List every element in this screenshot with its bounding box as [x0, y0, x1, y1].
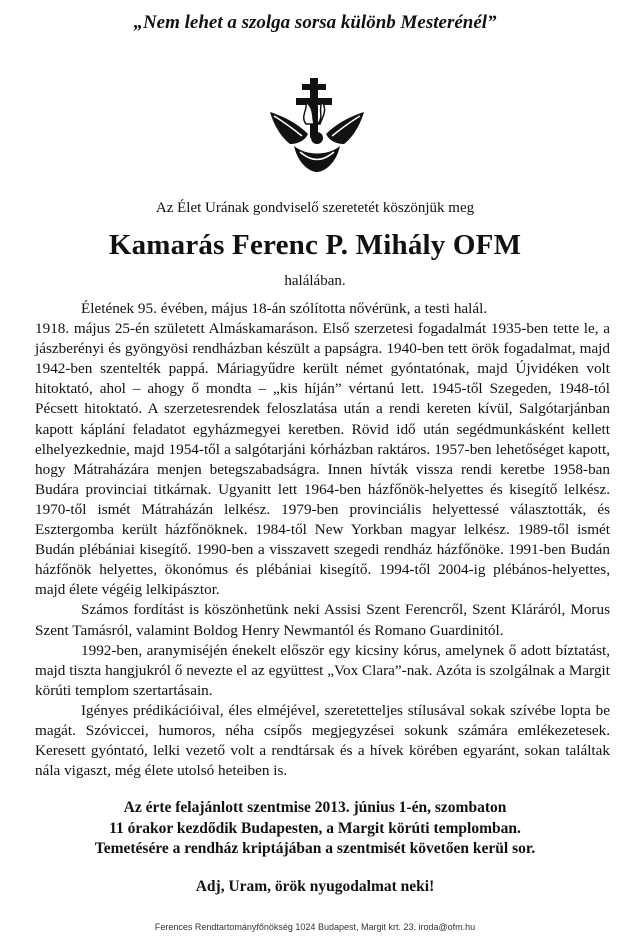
mass-notice	[0, 798, 630, 860]
footer-address: Ferences Rendtartományfőnökség 1024 Budapest, Margit krt. 23. iroda@ofm.hu	[154, 922, 476, 932]
paragraph-character: Igényes prédikációival, éles elméjével, szeretetteljes stílusával sokak szívébe lopta be magát. Szóviccei, humoros, néha csípős megjegyzései sokunk számára emlékezetesek. Keresett gyóntató, lelki vezető volt a rendtársak és a hívek körében egyaránt, sokan találtak nála vigaszt, még élete utolsó heteiben is.	[35, 701, 610, 780]
paragraph-death: Életének 95. évében, május 18-án szólította nővérünk, a testi halál.	[81, 300, 488, 317]
mass-notice-line: Temetésére a rendház kriptájában a szentmisét követően kerül sor.	[94, 840, 536, 857]
paragraph-biography: 1918. május 25-én született Almáskamaráson. Első szerzetesi fogadalmát 1935-ben tette le, a jászberényi és gyöngyösi rendházban készült a papságra. 1940-ben tett örök fogadalmat, majd 1942-ben szentelték pappá. Máriagyűdre került német gyóntatónak, majd Újvidéken volt hitoktató, ahol – ahogy ő mondta – „kis híján” vértanú lett. 1945-től Szegeden, 1948-tól Pécsett hitoktató. A szerzetesrendek feloszlatása után a rendi kereten kívül, Salgótarjánban kapott káplání feladatot egyházmegyei keretben. Rövid idő után segédmunkásként kellett elhelyezkednie, majd 1954-től a salgótarjáni kórházban raktáros. 1957-ben lehetőséget kapott, hogy Mátraházára menjen betegszabadságra. Innen hívták vissza rendi keretbe 1958-ban Budára provinciai titkárnak. Ugyanitt lett 1964-ben házfőnök-helyettes és kisegítő lelkész. 1970-től ismét Mátraházán lelkész. 1979-ben provinciális helyettessé választották, és Esztergomba került házfőnöknek. 1984-től New Yorkban magyar lelkész. 1989-től ismét Budán plébániai kisegítő. 1990-ben a visszavett szegedi rendház házfőnöke. 1991-ben Budán házfőnök helyettes, ökonómus és plébániai kisegítő. 1994-től 2004-ig plébános-helyettes, majd élete végéig lelkipásztor.	[35, 320, 610, 599]
motto: „Nem lehet a szolga sorsa különb Mesterénél”	[133, 12, 497, 33]
subline: halálában.	[284, 273, 346, 289]
franciscan-emblem-icon	[262, 72, 372, 182]
obituary-body	[35, 299, 610, 781]
closing-prayer: Adj, Uram, örök nyugodalmat neki!	[195, 878, 435, 895]
mass-notice-line: 11 órakor kezdődik Budapesten, a Margit körúti templomban.	[109, 819, 521, 837]
paragraph-translations: Számos fordítást is köszönhetünk neki Assisi Szent Ferencről, Szent Kláráról, Morus Szent Tamásról, valamint Boldog Henry Newmantól és Romano Guardinitól.	[35, 601, 610, 639]
mass-notice-line: Az érte felajánlott szentmise 2013. június 1-én, szombaton	[123, 799, 507, 816]
paragraph-choir: 1992-ben, aranymiséjén énekelt először egy kicsiny kórus, amelynek ő adott bíztatást, majd tiszta hangjukról ő nevezte el az együttest „Vox Clara”-nak. Azóta is szolgálnak a Margit körúti templom szertartásain.	[35, 641, 610, 699]
intro-line: Az Élet Urának gondviselő szeretetét köszönjük meg	[155, 200, 475, 216]
deceased-name: Kamarás Ferenc P. Mihály OFM	[108, 229, 522, 261]
